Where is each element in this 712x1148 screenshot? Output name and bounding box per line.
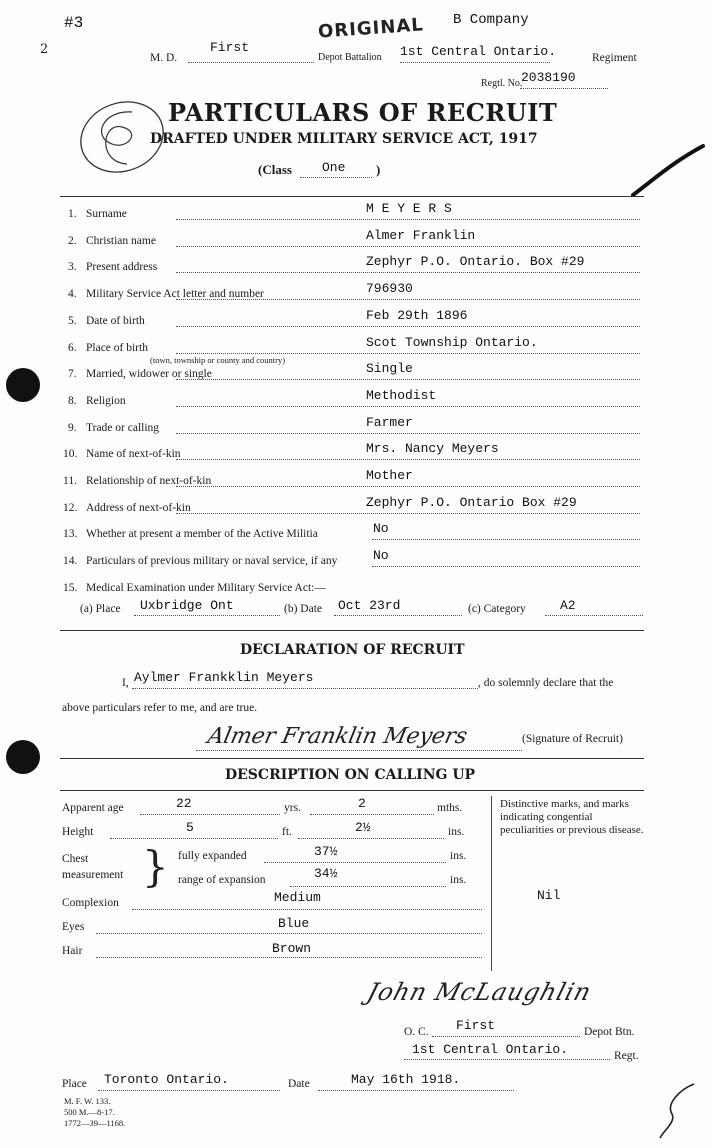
age-years: 22: [176, 796, 192, 811]
ins-label-2: ins.: [450, 850, 467, 862]
fully-expanded-value: 37½: [314, 844, 338, 859]
particular-label: Place of birth: [86, 342, 148, 354]
medical-category-value: A2: [560, 598, 576, 613]
particular-row: [0, 550, 712, 574]
pen-mark-bottom: [654, 1080, 704, 1142]
particular-label: Address of next-of-kin: [86, 502, 191, 514]
particular-label: Religion: [86, 395, 126, 407]
particular-label: Surname: [86, 208, 127, 220]
particular-number: 1.: [68, 208, 77, 220]
particular-value: No: [373, 521, 389, 536]
particular-value: Almer Franklin: [366, 228, 476, 243]
particular-label: Medical Examination under Military Service Act:—: [86, 582, 326, 594]
place-value: Toronto Ontario.: [104, 1072, 229, 1087]
particular-value: Methodist: [366, 388, 437, 403]
oc-value: First: [456, 1018, 496, 1033]
particular-label: Whether at present a member of the Active Militia: [86, 528, 318, 540]
particular-value: Mrs. Nancy Meyers: [366, 441, 499, 456]
particular-row: [0, 283, 712, 307]
particular-label: Present address: [86, 261, 158, 273]
margin-note: 2: [40, 42, 49, 57]
complexion-label: Complexion: [62, 897, 119, 909]
particular-row: [0, 256, 712, 280]
particular-value: Single: [366, 361, 413, 376]
particular-row: [0, 470, 712, 494]
class-close: ): [376, 162, 381, 177]
pen-mark: [628, 140, 708, 200]
oc-signature: John McLaughlin: [363, 978, 595, 1006]
range-label: range of expansion: [178, 874, 266, 886]
particular-row: [0, 497, 712, 521]
particular-value: No: [373, 548, 389, 563]
particular-number: 5.: [68, 315, 77, 327]
particular-value: Feb 29th 1896: [366, 308, 468, 323]
form-code-2: 500 M.—8-17.: [64, 1107, 115, 1117]
declaration-text-2: above particulars refer to me, and are true.: [62, 702, 258, 714]
particular-value: Zephyr P.O. Ontario Box #29: [366, 495, 577, 510]
medical-place-value: Uxbridge Ont: [140, 598, 234, 613]
chest-label-2: measurement: [62, 869, 124, 881]
particular-row: [0, 363, 712, 387]
particular-row: [0, 310, 712, 334]
ins-label-1: ins.: [448, 826, 465, 838]
form-subtitle: DRAFTED UNDER MILITARY SERVICE ACT, 1917: [150, 131, 538, 147]
particular-number: 2.: [68, 235, 77, 247]
chest-label-1: Chest: [62, 853, 89, 865]
declaration-title: DECLARATION OF RECRUIT: [240, 642, 465, 658]
particular-value: 796930: [366, 281, 413, 296]
particular-label: Relationship of next-of-kin: [86, 475, 212, 487]
depot-value: 1st Central Ontario.: [400, 44, 557, 59]
regtl-number: 2038190: [521, 70, 576, 85]
particular-label: Date of birth: [86, 315, 145, 327]
company: B Company: [453, 12, 529, 28]
particular-number: 6.: [68, 342, 77, 354]
particular-label: Military Service Act letter and number: [86, 288, 264, 300]
particular-row: [0, 390, 712, 414]
particular-row: [0, 443, 712, 467]
particular-number: 12.: [63, 502, 78, 514]
ins-label-3: ins.: [450, 874, 467, 886]
date-label: Date: [288, 1078, 310, 1090]
particular-number: 4.: [68, 288, 77, 300]
medical-category-label: (c) Category: [468, 603, 526, 615]
particular-number: 9.: [68, 422, 77, 434]
regtl-label: Regtl. No.: [481, 78, 523, 89]
hair-value: Brown: [272, 941, 312, 956]
original-stamp: ORIGINAL: [317, 14, 425, 43]
place-label: Place: [62, 1078, 87, 1090]
particular-number: 3.: [68, 261, 77, 273]
regt-label: Regt.: [614, 1050, 639, 1062]
range-value: 34½: [314, 866, 338, 881]
chest-brace: }: [142, 842, 169, 891]
particular-row: [0, 417, 712, 441]
description-divider: [491, 796, 492, 971]
form-code-1: M. F. W. 133.: [64, 1096, 111, 1106]
age-months: 2: [358, 796, 366, 811]
declaration-text-1: , do solemnly declare that the: [478, 677, 614, 689]
depot-btn-label: Depot Btn.: [584, 1026, 635, 1038]
eyes-label: Eyes: [62, 921, 85, 933]
regiment-label: Regiment: [592, 52, 637, 64]
description-title: DESCRIPTION ON CALLING UP: [225, 767, 476, 783]
class-value: One: [322, 160, 346, 175]
particular-number: 8.: [68, 395, 77, 407]
particular-number: 11.: [63, 475, 77, 487]
particular-label: Name of next-of-kin: [86, 448, 181, 460]
declaration-name: Aylmer Frankklin Meyers: [134, 670, 314, 685]
signature-label: (Signature of Recruit): [522, 733, 623, 745]
particular-number: 10.: [63, 448, 78, 460]
mths-label: mths.: [437, 802, 463, 814]
particular-number: 14.: [63, 555, 78, 567]
particular-label: Christian name: [86, 235, 156, 247]
medical-place-label: (a) Place: [80, 603, 121, 615]
age-label: Apparent age: [62, 802, 124, 814]
regt-value: 1st Central Ontario.: [412, 1042, 569, 1057]
height-label: Height: [62, 826, 94, 838]
distinctive-marks-value: Nil: [537, 888, 561, 903]
eyes-value: Blue: [278, 916, 310, 931]
recruit-signature: Almer Franklin Meyers: [205, 724, 470, 749]
medical-date-label: (b) Date: [284, 603, 322, 615]
complexion-value: Medium: [274, 890, 321, 905]
md-label: M. D.: [150, 52, 178, 64]
height-inches: 2½: [355, 820, 371, 835]
particular-value: Mother: [366, 468, 413, 483]
form-title: PARTICULARS OF RECRUIT: [168, 98, 558, 127]
yrs-label: yrs.: [284, 802, 301, 814]
particular-value: Farmer: [366, 415, 413, 430]
oc-label: O. C.: [404, 1026, 429, 1038]
form-number: #3: [64, 14, 84, 32]
distinctive-marks-label: Distinctive marks, and marks indicating congential peculiarities or previous disease.: [500, 798, 644, 836]
particular-number: 13.: [63, 528, 78, 540]
medical-date-value: Oct 23rd: [338, 598, 401, 613]
particular-row: [0, 523, 712, 547]
particular-row: [0, 335, 712, 365]
top-divider: [60, 196, 644, 197]
particular-label: Particulars of previous military or naval service, if any: [86, 555, 338, 567]
fully-expanded-label: fully expanded: [178, 850, 247, 862]
hair-label: Hair: [62, 945, 83, 957]
particular-value: M E Y E R S: [366, 201, 452, 216]
class-label: (Class: [258, 162, 292, 177]
depot-label: Depot Battalion: [318, 52, 382, 63]
ft-label: ft.: [282, 826, 292, 838]
date-value: May 16th 1918.: [351, 1072, 461, 1087]
height-feet: 5: [186, 820, 194, 835]
declaration-prefix: I,: [122, 677, 129, 689]
punch-hole-bottom: [6, 740, 40, 774]
particular-label: Married, widower or single: [86, 368, 212, 380]
particular-number: 7.: [68, 368, 77, 380]
md-value: First: [210, 40, 250, 55]
particular-value: Zephyr P.O. Ontario. Box #29: [366, 254, 585, 269]
particular-note: (town, township or county and country): [150, 355, 286, 365]
particular-number: 15.: [63, 582, 78, 594]
particular-row: [0, 230, 712, 254]
particular-label: Trade or calling: [86, 422, 160, 434]
form-code-3: 1772—39—1168.: [64, 1118, 126, 1128]
particular-row: [0, 203, 712, 227]
particular-value: Scot Township Ontario.: [366, 335, 538, 350]
